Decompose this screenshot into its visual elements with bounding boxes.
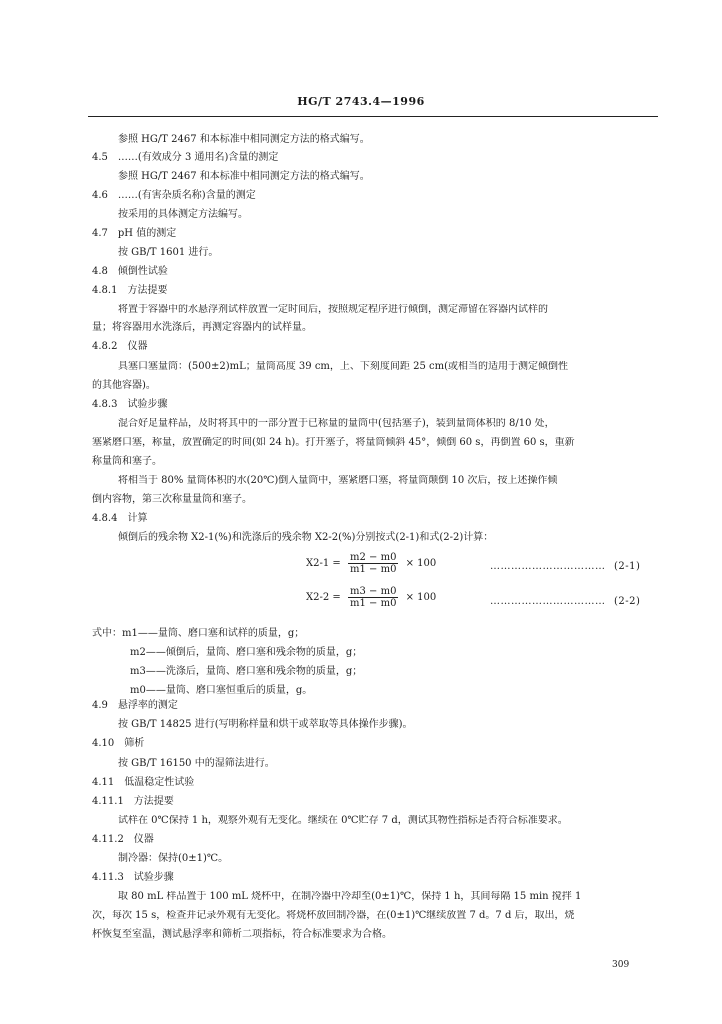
text-line: 量；将容器用水洗涤后，再测定容器内的试样量。 bbox=[92, 322, 312, 333]
formula-label: (2-1) bbox=[614, 561, 641, 572]
text-line: 倒内容物，第三次称量量筒和塞子。 bbox=[92, 494, 252, 505]
section-heading: 4.9 悬浮率的测定 bbox=[92, 700, 178, 711]
text-line: 混合好足量样品，及时将其中的一部分置于已称量的量筒中(包括塞子)，装到量筒体积的 8/10 处， bbox=[118, 418, 555, 429]
formula-2-1: X2-1 = $\frac{m2 - m0}{m1 - m0}$ × 100 bbox=[306, 552, 437, 575]
text-line: 将相当于 80% 量筒体积的水(20℃)倒入量筒中，塞紧磨口塞，将量筒颠倒 10 次后，按上述操作倾 bbox=[118, 475, 558, 486]
section-heading: 4.5 ……(有效成分 3 通用名)含量的测定 bbox=[92, 152, 279, 163]
text-line: 按采用的具体测定方法编写。 bbox=[118, 209, 248, 220]
section-heading: 4.11.1 方法提要 bbox=[92, 796, 174, 807]
text-line: 参照 HG/T 2467 和本标准中相同测定方法的格式编写。 bbox=[118, 171, 370, 182]
section-heading: 4.8.4 计算 bbox=[92, 513, 148, 524]
text-line: 的其他容器)。 bbox=[92, 380, 156, 391]
text-line: 按 GB/T 1601 进行。 bbox=[118, 247, 219, 258]
section-heading: 4.11.2 仪器 bbox=[92, 834, 154, 845]
section-heading: 4.11.3 试验步骤 bbox=[92, 872, 174, 883]
formula-lhs: X2-2 bbox=[306, 592, 330, 603]
formula-denominator: m1 − m0 bbox=[350, 598, 397, 609]
text-line: 将置于容器中的水悬浮剂试样放置一定时间后，按照规定程序进行倾倒，测定滞留在容器内试样的 bbox=[118, 304, 548, 315]
formula-fraction bbox=[348, 586, 398, 609]
text-line: 称量筒和塞子。 bbox=[92, 456, 162, 467]
section-heading: 4.11 低温稳定性试验 bbox=[92, 777, 195, 788]
formula-label: (2-2) bbox=[614, 596, 641, 607]
formula-leader-dots: …………………………… bbox=[490, 561, 606, 572]
section-heading: 4.6 ……(有害杂质名称)含量的测定 bbox=[92, 190, 256, 201]
formula-legend-line: m2——倾倒后，量筒、磨口塞和残余物的质量，g； bbox=[130, 647, 363, 658]
section-heading: 4.8 倾倒性试验 bbox=[92, 266, 168, 277]
text-line: 塞紧磨口塞，称量，放置确定的时间(如 24 h)。打开塞子，将量筒倾斜 45°，倾倒 60 s，再倒置 60 s，重新 bbox=[92, 437, 575, 448]
text-line: 按 GB/T 14825 进行(写明称样量和烘干或萃取等具体操作步骤)。 bbox=[118, 719, 413, 730]
text-line: 按 GB/T 16150 中的湿筛法进行。 bbox=[118, 758, 275, 769]
text-line: 次，每次 15 s，检查并记录外观有无变化。将烧杯放回制冷器，在(0±1)℃继续放置 7 d。7 d 后，取出，烧 bbox=[92, 910, 575, 921]
formula-legend-line: m0——量筒、磨口塞恒重后的质量，g。 bbox=[130, 685, 313, 696]
text-line: 倾倒后的残余物 X2-1(%)和洗涤后的残余物 X2-2(%)分别按式(2-1)和式(2-2)计算： bbox=[118, 532, 494, 543]
formula-denominator: m1 − m0 bbox=[350, 564, 397, 575]
formula-numerator: m2 − m0 bbox=[350, 552, 397, 563]
text-line: 杯恢复至室温，测试悬浮率和筛析二项指标，符合标准要求为合格。 bbox=[92, 929, 392, 940]
formula-fraction bbox=[348, 552, 398, 575]
section-heading: 4.8.2 仪器 bbox=[92, 341, 148, 352]
section-heading: 4.8.3 试验步骤 bbox=[92, 399, 168, 410]
formula-leader-dots: …………………………… bbox=[490, 596, 606, 607]
formula-lhs: X2-1 bbox=[306, 558, 330, 569]
text-line: 参照 HG/T 2467 和本标准中相同测定方法的格式编写。 bbox=[118, 134, 370, 145]
formula-legend-line: m3——洗涤后，量筒、磨口塞和残余物的质量，g； bbox=[130, 666, 363, 677]
header-rule bbox=[88, 116, 658, 117]
page-number: 309 bbox=[612, 960, 630, 970]
section-heading: 4.7 pH 值的测定 bbox=[92, 228, 177, 239]
text-line: 试样在 0℃保持 1 h，观察外观有无变化。继续在 0℃贮存 7 d，测试其物性指标是否符合标准要求。 bbox=[118, 815, 568, 826]
text-line: 制冷器：保持(0±1)℃。 bbox=[118, 853, 229, 864]
section-heading: 4.10 筛析 bbox=[92, 738, 145, 749]
formula-multiplier: × 100 bbox=[405, 592, 437, 603]
formula-2-2: X2-2 = $\frac{m3 - m0}{m1 - m0}$ × 100 bbox=[306, 586, 437, 609]
section-heading: 4.8.1 方法提要 bbox=[92, 285, 168, 296]
text-line: 取 80 mL 样品置于 100 mL 烧杯中，在制冷器中冷却至(0±1)℃，保持 1 h，其间每隔 15 min 搅拌 1 bbox=[118, 891, 582, 902]
formula-numerator: m3 − m0 bbox=[350, 586, 397, 597]
text-line: 具塞口塞量筒：(500±2)mL；量筒高度 39 cm，上、下刻度间距 25 cm(或相当的适用于测定倾倒性 bbox=[118, 361, 568, 372]
formula-legend-line: 式中：m1——量筒、磨口塞和试样的质量，g； bbox=[92, 628, 305, 639]
standard-header: HG/T 2743.4—1996 bbox=[297, 95, 425, 108]
formula-multiplier: × 100 bbox=[405, 558, 437, 569]
